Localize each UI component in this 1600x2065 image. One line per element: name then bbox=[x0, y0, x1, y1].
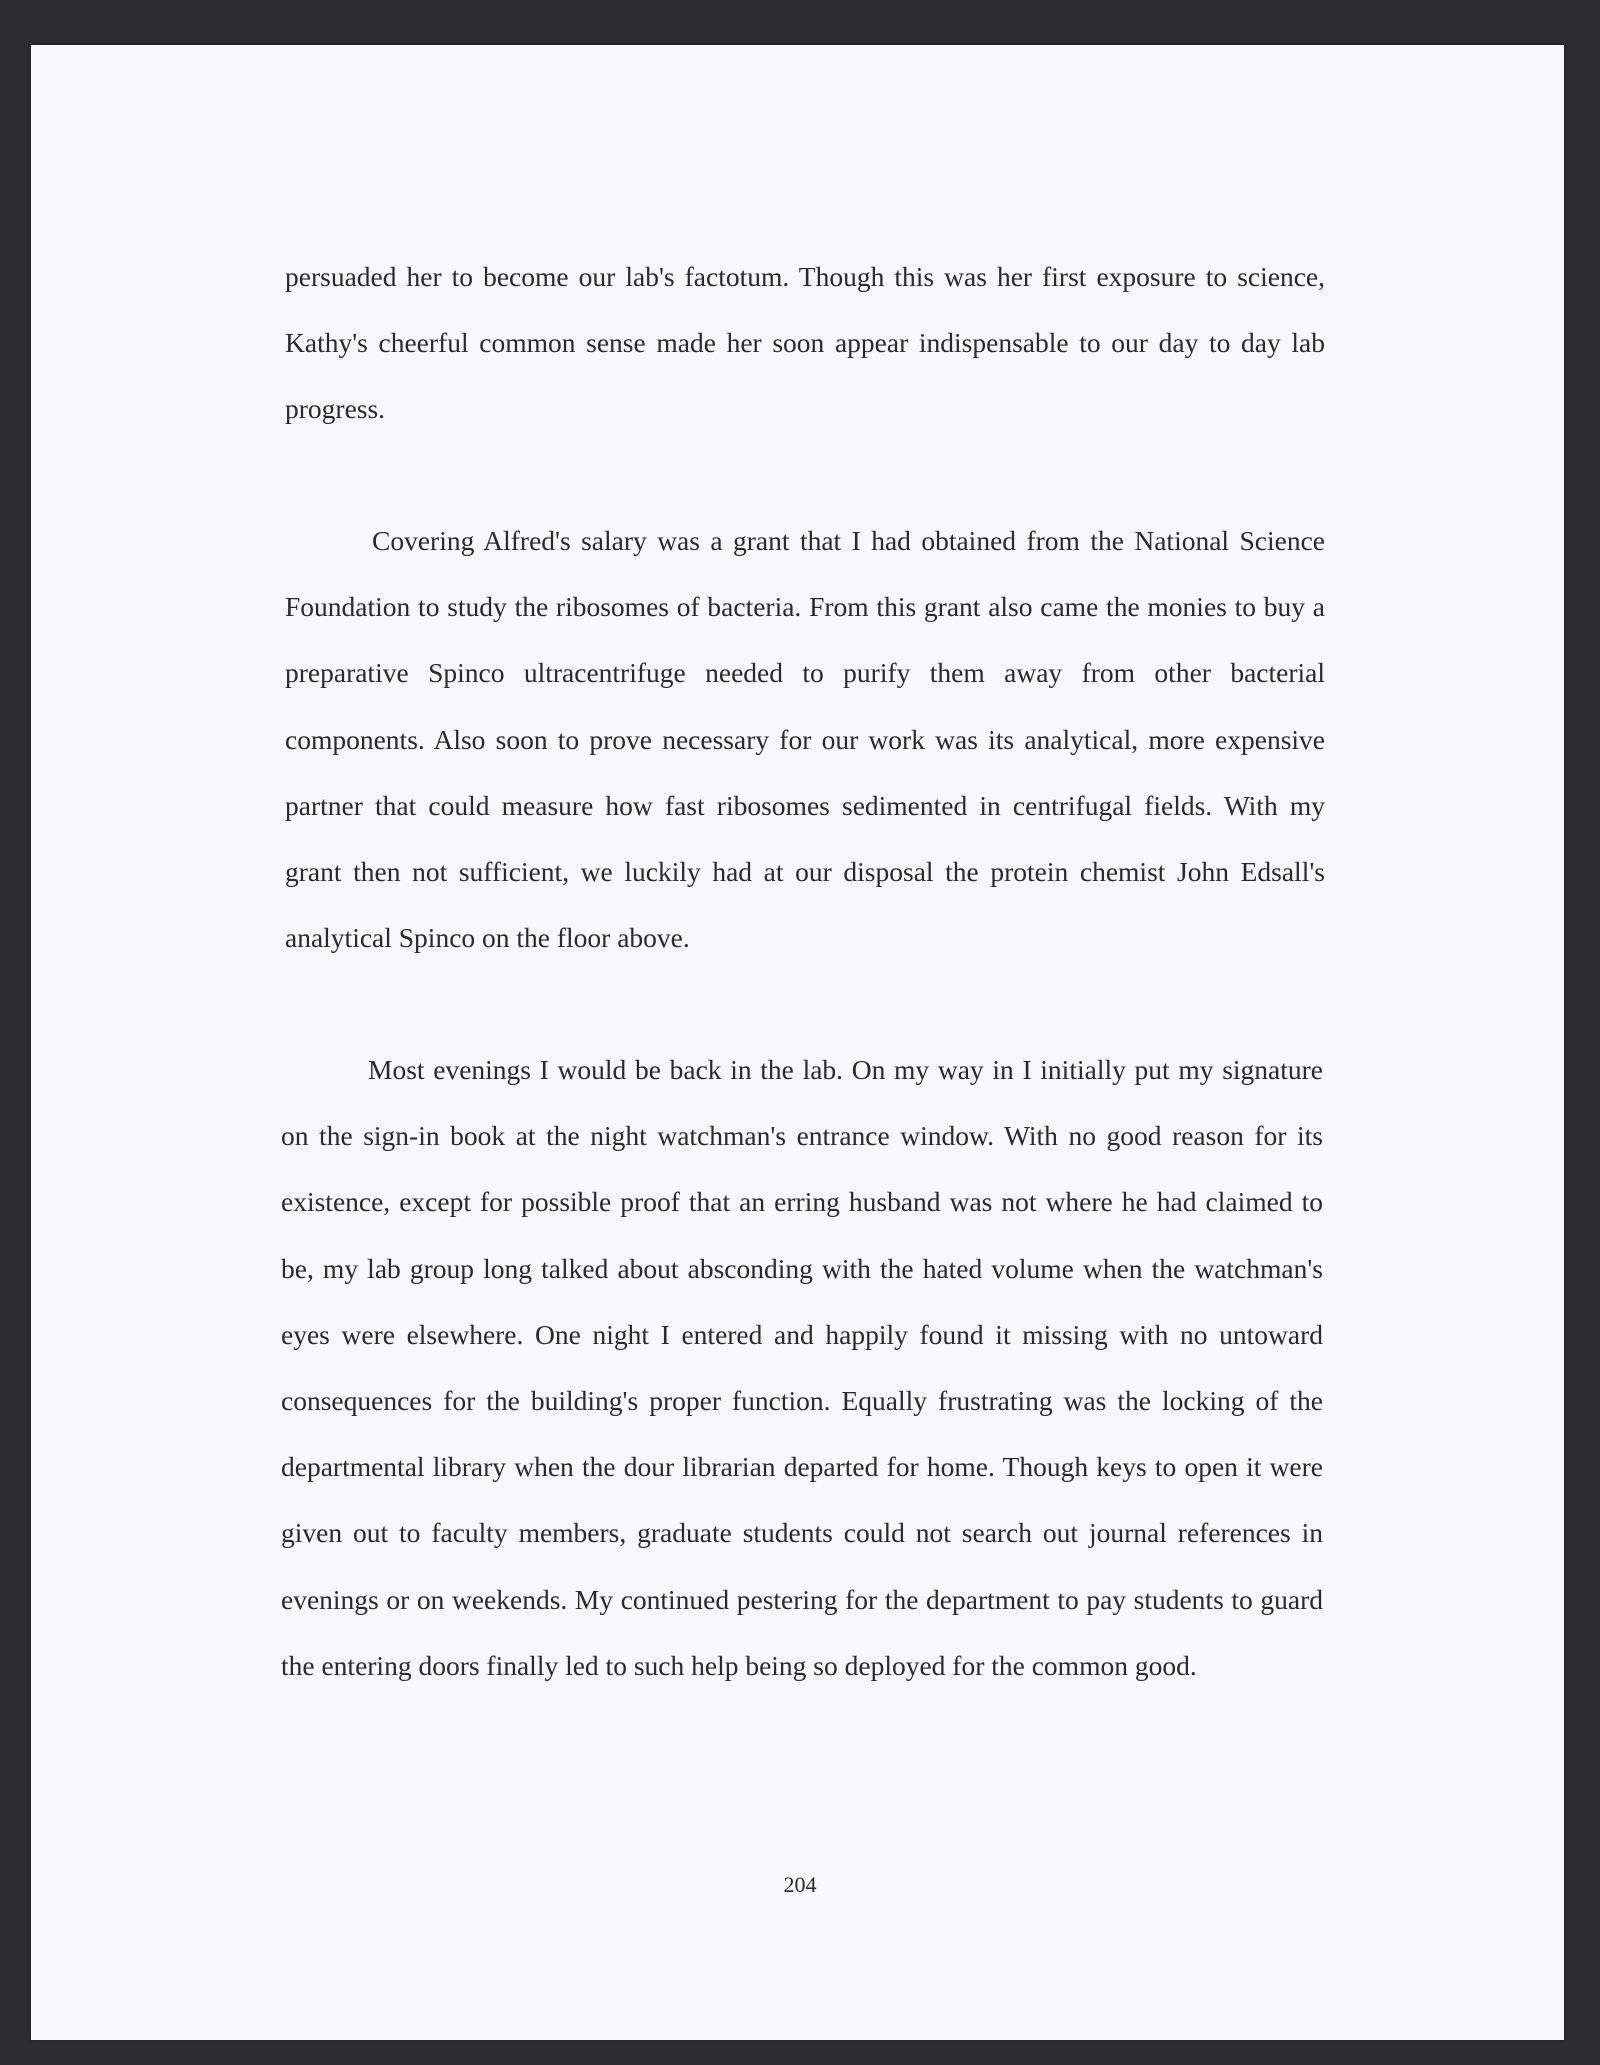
page-number: 204 bbox=[783, 1872, 817, 1897]
paragraph-3: Most evenings I would be back in the lab. On my way in I initially put my signature on the sign-in book at the night watchman's entrance window. With no good reason for its existence, except for possible proof that an erring husband was not where he had claimed to be, my lab group long talked about absconding with the hated volume when the watchman's eyes were elsewhere. One night I entered and happily found it missing with no untoward consequences for the building's proper function. Equally frustrating was the locking of the departmental library when the dour librarian departed for home. Though keys to open it were given out to faculty members, graduate students could not search out journal references in evenings or on weekends. My continued pestering for the department to pay students to guard the entering doors finally led to such help being so deployed for the common good. bbox=[281, 1054, 1323, 1681]
paragraph-1: persuaded her to become our lab's factotum. Though this was her first exposure to science, Kathy's cheerful common sense made her soon appear indispensable to our day to day lab progress. bbox=[285, 261, 1325, 425]
paragraph-2: Covering Alfred's salary was a grant that I had obtained from the National Science Foundation to study the ribosomes of bacteria. From this grant also came the monies to buy a preparative Spinco ultracentrifuge needed to purify them away from other bacterial components. Also soon to prove necessary for our work was its analytical, more expensive partner that could measure how fast ribosomes sedimented in centrifugal fields. With my grant then not sufficient, we luckily had at our disposal the protein chemist John Edsall's analytical Spinco on the floor above. bbox=[285, 525, 1325, 954]
